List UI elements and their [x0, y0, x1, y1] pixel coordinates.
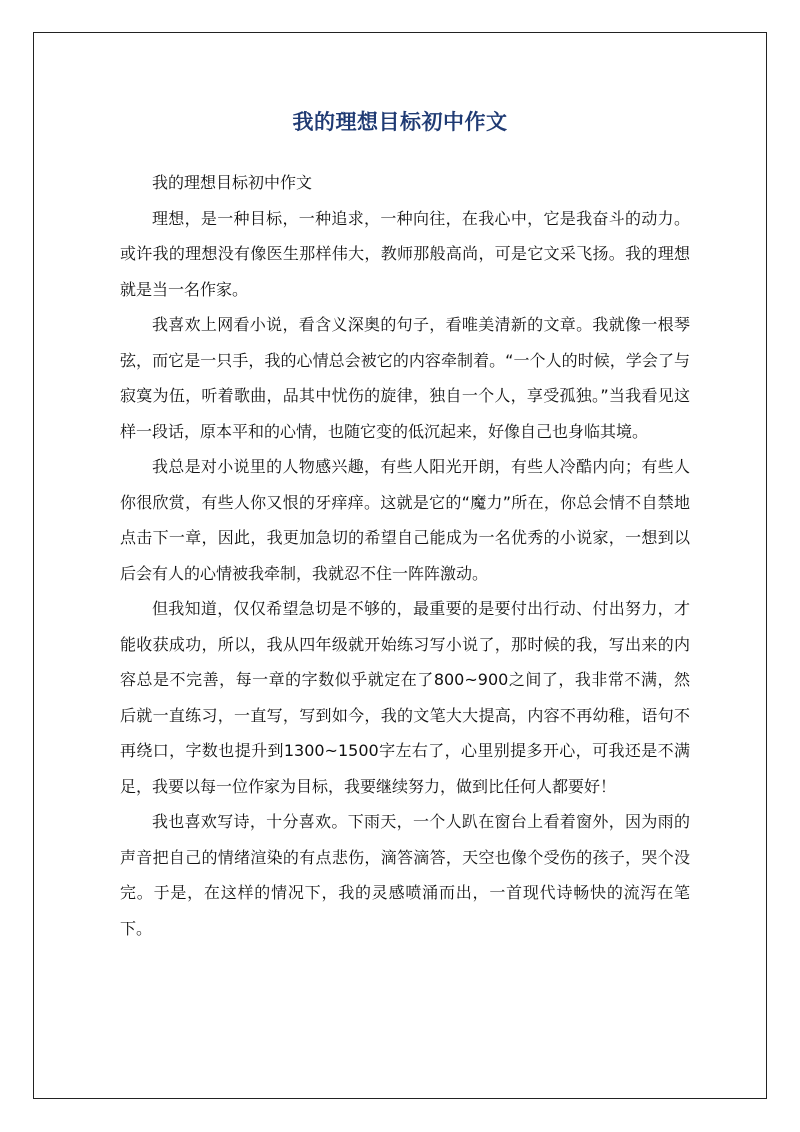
paragraph: 我总是对小说里的人物感兴趣，有些人阳光开朗，有些人冷酷内向；有些人你很欣赏，有些人你又恨的牙痒痒。这就是它的“魔力”所在，你总会情不自禁地点击下一章，因此，我更加急切的希望自己能成为一名优秀的小说家，一想到以后会有人的心情被我牵制，我就忍不住一阵阵激动。 [120, 457, 690, 583]
paragraph: 理想，是一种目标，一种追求，一种向往，在我心中，它是我奋斗的动力。或许我的理想没有像医生那样伟大，教师那般高尚，可是它文采飞扬。我的理想就是当一名作家。 [120, 208, 690, 299]
paragraph-subtitle: 我的理想目标初中作文 [152, 173, 313, 192]
document-body [120, 165, 690, 946]
paragraph: 我喜欢上网看小说，看含义深奥的句子，看唯美清新的文章。我就像一根琴弦，而它是一只手，我的心情总会被它的内容牵制着。“一个人的时候，学会了与寂寞为伍，听着歌曲，品其中忧伤的旋律，独自一个人，享受孤独。”当我看见这样一段话，原本平和的心情，也随它变的低沉起来，好像自己也身临其境。 [120, 315, 690, 441]
document-title: 我的理想目标初中作文 [292, 110, 508, 134]
paragraph: 我也喜欢写诗，十分喜欢。下雨天，一个人趴在窗台上看着窗外，因为雨的声音把自己的情绪渲染的有点悲伤，滴答滴答，天空也像个受伤的孩子，哭个没完。于是，在这样的情况下，我的灵感喷涌而出，一首现代诗畅快的流泻在笔下。 [120, 812, 690, 938]
paragraph: 但我知道，仅仅希望急切是不够的，最重要的是要付出行动、付出努力，才能收获成功，所以，我从四年级就开始练习写小说了，那时候的我，写出来的内容总是不完善，每一章的字数似乎就定在了800~900之间了，我非常不满，然后就一直练习，一直写，写到如今，我的文笔大大提高，内容不再幼稚，语句不再绕口，字数也提升到1300~1500字左右了，心里别提多开心，可我还是不满足，我要以每一位作家为目标，我要继续努力，做到比任何人都要好！ [120, 599, 690, 796]
